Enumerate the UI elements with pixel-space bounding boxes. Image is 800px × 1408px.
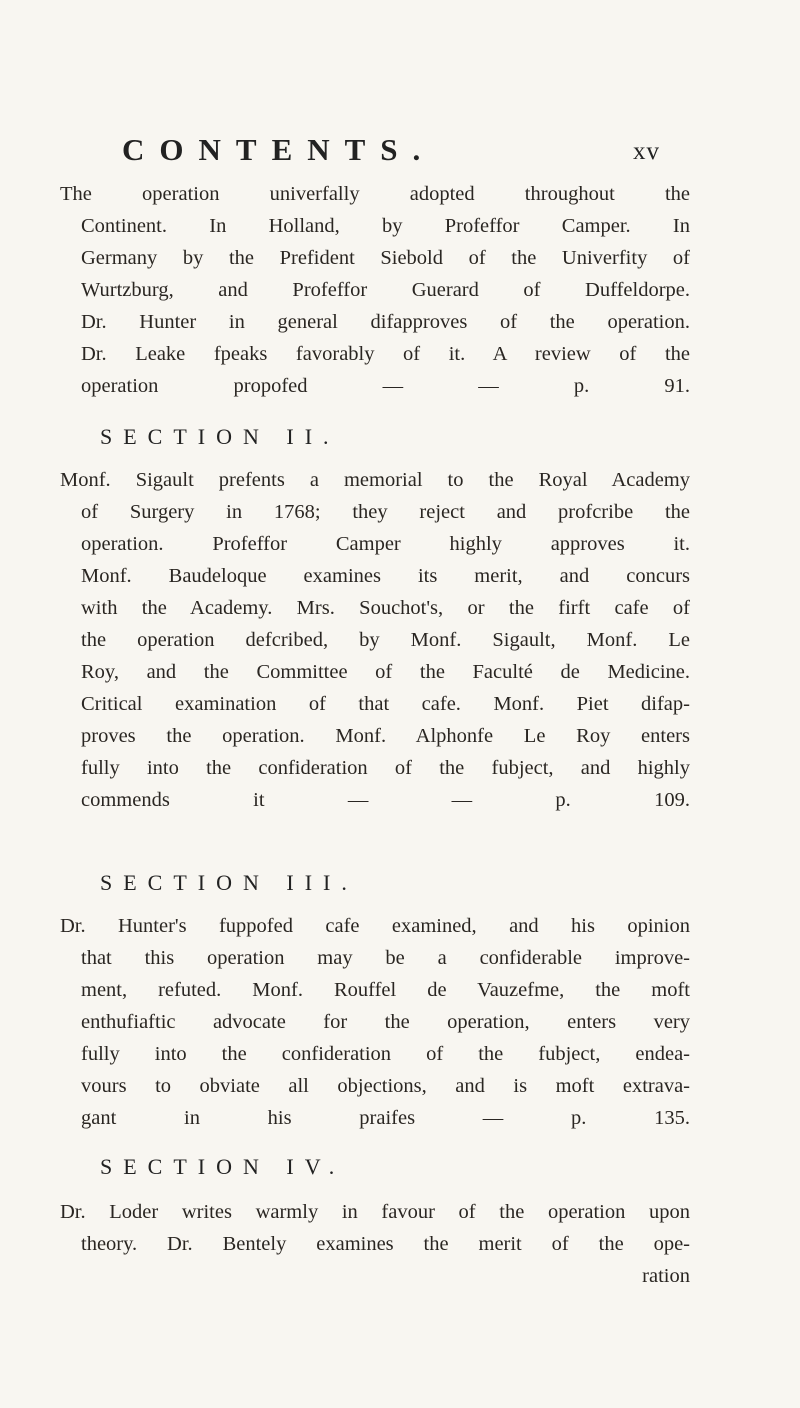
page-title: CONTENTS. (122, 132, 436, 167)
section-heading: SECTION II. (100, 424, 340, 449)
text-line: operation propofed — — p. 91. (81, 375, 690, 397)
text-line: Wurtzburg, and Profeffor Guerard of Duffeldorpe. (81, 279, 690, 301)
contents-entry-section-ii (60, 464, 690, 816)
text-line: theory. Dr. Bentely examines the merit of the ope- (81, 1233, 690, 1255)
page-number: xv (633, 138, 660, 165)
text-line: enthufiaftic advocate for the operation, enters very (81, 1011, 690, 1033)
text-line: of Surgery in 1768; they reject and profcribe the (81, 501, 690, 523)
text-line: the operation defcribed, by Monf. Sigault, Monf. Le (81, 629, 690, 651)
text-line: operation. Profeffor Camper highly approves it. (81, 533, 690, 555)
text-line: commends it — — p. 109. (81, 789, 690, 811)
running-header (0, 132, 800, 172)
text-line: that this operation may be a confiderable improve- (81, 947, 690, 969)
text-line: vours to obviate all objections, and is moft extrava- (81, 1075, 690, 1097)
text-line: Dr. Leake fpeaks favorably of it. A review of the (81, 343, 690, 365)
text-line: ment, refuted. Monf. Rouffel de Vauzefme, the moft (81, 979, 690, 1001)
text-line: gant in his praifes — p. 135. (81, 1107, 690, 1129)
text-line: proves the operation. Monf. Alphonfe Le Roy enters (81, 725, 690, 747)
text-line: fully into the confideration of the fubject, endea- (81, 1043, 690, 1065)
contents-entry-section-iii (60, 910, 690, 1134)
text-line: Roy, and the Committee of the Faculté de Medicine. (81, 661, 690, 683)
text-line: with the Academy. Mrs. Souchot's, or the firft cafe of (81, 597, 690, 619)
contents-entry-section-iv (60, 1196, 690, 1292)
text-line: Dr. Hunter's fuppofed cafe examined, and his opinion (60, 915, 690, 937)
text-line: Dr. Loder writes warmly in favour of the operation upon (60, 1201, 690, 1223)
text-line: Continent. In Holland, by Profeffor Camper. In (81, 215, 690, 237)
section-heading: SECTION IV. (100, 1154, 346, 1179)
text-line: The operation univerfally adopted throughout the (60, 183, 690, 205)
text-line: fully into the confideration of the fubject, and highly (81, 757, 690, 779)
text-line: Dr. Hunter in general difapproves of the operation. (81, 311, 690, 333)
text-line: Monf. Sigault prefents a memorial to the Royal Academy (60, 469, 690, 491)
section-heading: SECTION III. (100, 870, 358, 895)
text-line: ration (642, 1265, 690, 1287)
text-line: Monf. Baudeloque examines its merit, and concurs (81, 565, 690, 587)
contents-entry-section-i-continued (60, 178, 690, 402)
text-line: Germany by the Prefident Siebold of the Univerfity of (81, 247, 690, 269)
text-line: Critical examination of that cafe. Monf. Piet difap- (81, 693, 690, 715)
